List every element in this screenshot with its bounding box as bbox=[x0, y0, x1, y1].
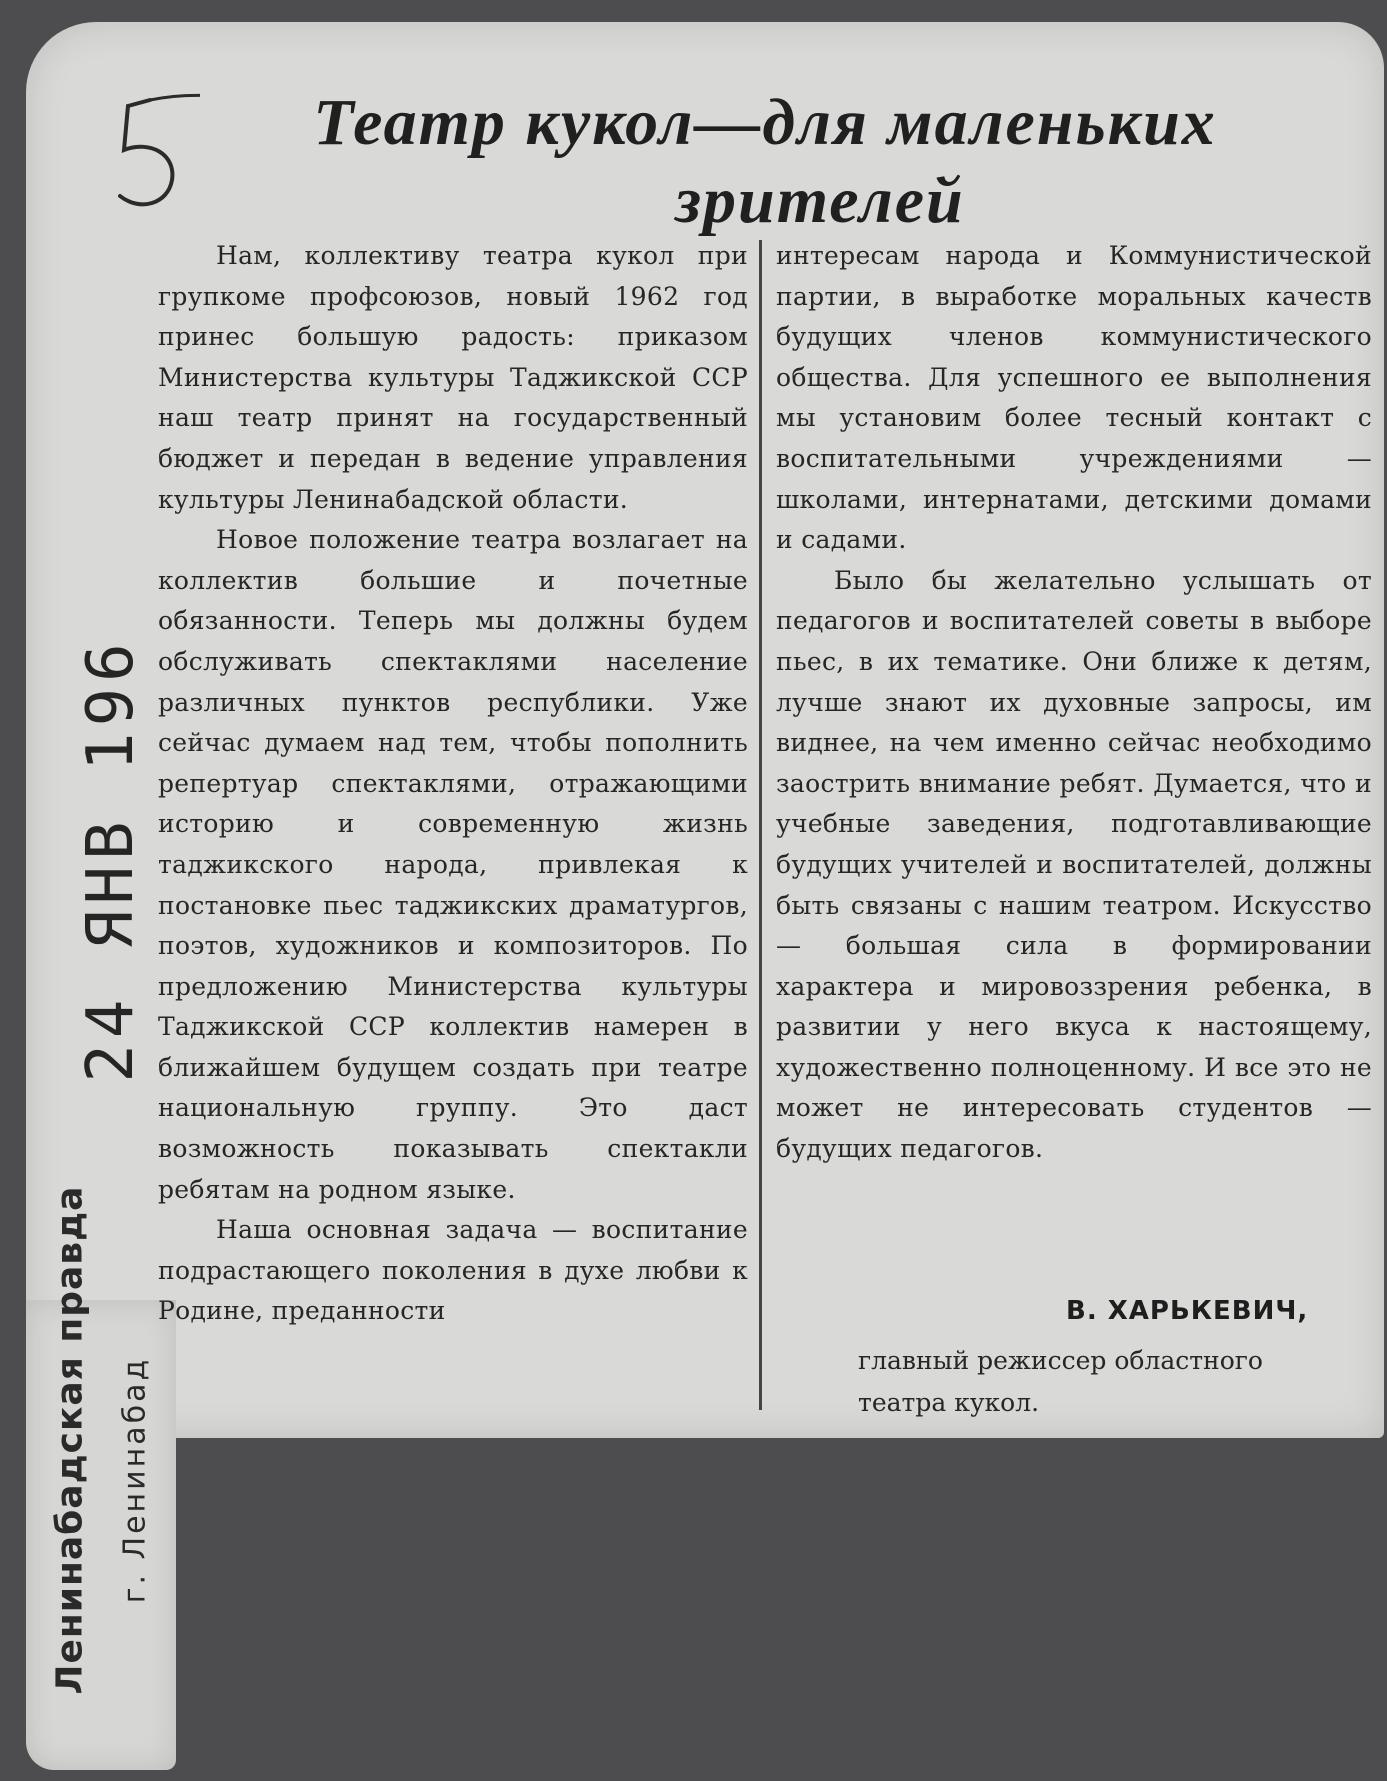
paragraph: Нам, коллективу театра кукол при групкоме профсоюзов, новый 1962 год принес большую радость: приказом Министерства культуры Таджикской ССР наш театр принят на государственный бюджет и передан в ведение управления культуры Ленинабадской области. bbox=[158, 241, 748, 514]
headline-line-1: Театр кукол—для маленьких bbox=[313, 86, 1217, 160]
date-stamp-text: 24 ЯНВ 196 bbox=[74, 637, 148, 1083]
paragraph: Было бы желательно услышать от педагогов и воспитателей советы в выборе пьес, в их тематике. Они ближе к детям, лучше знают их духовные запросы, им виднее, на чем именно сейчас необходимо заострить внимание ребят. Думается, что и учебные заведения, подготавливающие будущих учителей и воспитателей, должны быть связаны с нашим театром. Искусство — большая сила в формировании характера и мировоззрения ребенка, в развитии у него вкуса к настоящему, художественно полноценному. И все это не может не интересовать студентов — будущих педагогов. bbox=[776, 565, 1372, 1164]
city-stamp-text: г. Ленинабад bbox=[117, 1356, 153, 1604]
headline-line-2: зрителей bbox=[675, 164, 965, 238]
column-divider bbox=[759, 240, 762, 1410]
source-stamp-text: Ленинабадская правда bbox=[49, 1185, 91, 1695]
article-right-column bbox=[776, 236, 1372, 1170]
paragraph: интересам народа и Коммунистической партии, в выработке моральных качеств будущих членов коммунистического общества. Для успешного ее выполнения мы установим более тесный контакт с воспитательными учреждениями — школами, интернатами, детскими домами и садами. bbox=[776, 241, 1372, 555]
article-left-column bbox=[158, 236, 748, 1332]
paragraph: Новое положение театра возлагает на коллектив большие и почетные обязанности. Теперь мы должны будем обслуживать спектаклями население различных пунктов республики. Уже сейчас думаем над тем, чтобы пополнить репертуар спектаклями, отражающими историю и современную жизнь таджикского народа, привлекая к постановке пьес таджикских драматургов, поэтов, художников и композиторов. По предложению Министерства культуры Таджикской ССР коллектив намерен в ближайшем будущем создать при театре национальную группу. Это даст возможность показывать спектакли ребятам на родном языке. bbox=[158, 525, 748, 1204]
author-name: В. ХАРЬКЕВИЧ, bbox=[1066, 1296, 1309, 1326]
author-title: главный режиссер областного театра кукол. bbox=[858, 1346, 1263, 1417]
city-stamp bbox=[110, 1250, 160, 1710]
date-stamp bbox=[56, 637, 166, 1083]
article-headline bbox=[170, 84, 1360, 240]
paragraph: Наша основная задача — воспитание подрастающего поколения в духе любви к Родине, преданности bbox=[158, 1215, 748, 1326]
newspaper-source-stamp bbox=[40, 1120, 100, 1760]
